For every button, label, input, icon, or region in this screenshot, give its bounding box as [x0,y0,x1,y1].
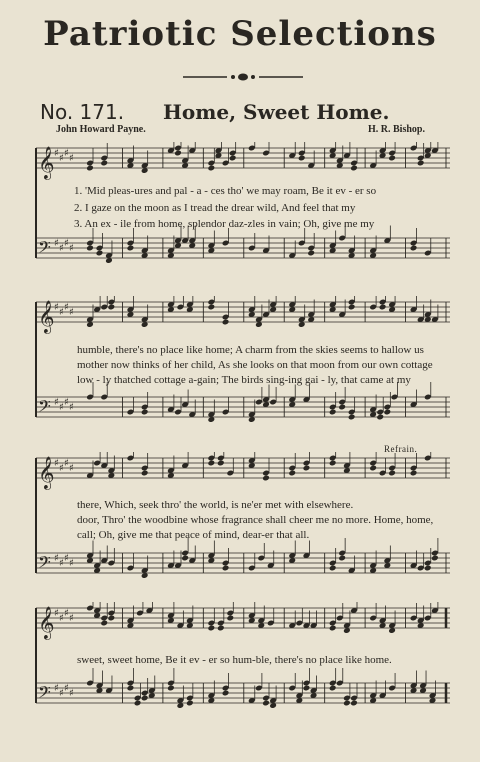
svg-text:♯: ♯ [69,463,74,474]
svg-text:♯: ♯ [59,558,64,569]
lyric-line-3-3: call; Oh, give me that peace of mind, dear-er that all. [77,529,310,541]
lyric-line-2-2: mother now thinks of her child, As she looks on that moon from our own cottage [77,359,433,371]
lyric-line-3-1: there, Which, seek thro' the world, is ne'er met with elsewhere. [77,499,354,511]
svg-text:𝄢: 𝄢 [38,682,51,706]
svg-text:♯: ♯ [64,238,69,249]
lyric-line-3-2: door, Thro' the woodbine whose fragrance shall cheer me no more. Home, home, [77,514,434,526]
svg-text:♯: ♯ [64,683,69,694]
lyric-line-4-1: sweet, sweet home, Be it ev - er so hum-ble, there's no place like home. [77,654,392,666]
svg-text:𝄢: 𝄢 [38,237,51,261]
svg-text:♯: ♯ [59,307,64,318]
svg-text:♯: ♯ [69,613,74,624]
svg-text:♯: ♯ [54,458,59,469]
svg-text:♯: ♯ [59,153,64,164]
svg-text:♯: ♯ [69,307,74,318]
svg-text:♯: ♯ [64,458,69,469]
composer-credit: H. R. Bishop. [368,124,425,135]
svg-text:♯: ♯ [59,243,64,254]
page-title: Patriotic Selections [43,14,437,54]
svg-text:♯: ♯ [69,153,74,164]
svg-text:♯: ♯ [59,463,64,474]
svg-text:♯: ♯ [54,302,59,313]
svg-text:𝄞: 𝄞 [38,456,55,489]
svg-text:♯: ♯ [64,608,69,619]
svg-text:♯: ♯ [59,613,64,624]
svg-text:♯: ♯ [59,402,64,413]
lyric-line-1-1: 1. 'Mid pleas-ures and pal - a - ces tho' we may roam, Be it ev - er so [74,185,377,197]
svg-text:♯: ♯ [64,302,69,313]
svg-text:𝄢: 𝄢 [38,552,51,576]
lyric-line-1-3: 3. An ex - ile from home, splendor daz-zles in vain; Oh, give me my [74,218,375,230]
hymn-number: No. 171. [40,100,125,124]
svg-text:♯: ♯ [64,553,69,564]
svg-text:𝄞: 𝄞 [38,146,55,179]
svg-text:♯: ♯ [54,553,59,564]
ornament-divider [183,70,303,84]
lyric-line-2-3: low - ly thatched cottage a-gain; The birds sing-ing gai - ly, that came at my [77,374,411,386]
svg-text:♯: ♯ [54,683,59,694]
svg-text:♯: ♯ [59,688,64,699]
svg-text:♯: ♯ [54,608,59,619]
lyricist-credit: John Howard Payne. [56,124,146,135]
svg-text:♯: ♯ [54,238,59,249]
svg-text:♯: ♯ [64,397,69,408]
svg-text:♯: ♯ [69,243,74,254]
svg-text:𝄢: 𝄢 [38,396,51,420]
svg-text:𝄞: 𝄞 [38,300,55,333]
svg-text:𝄞: 𝄞 [38,606,55,639]
hymn-title: Home, Sweet Home. [163,100,390,124]
svg-text:♯: ♯ [69,558,74,569]
svg-text:♯: ♯ [69,402,74,413]
svg-text:♯: ♯ [54,397,59,408]
lyric-line-2-1: humble, there's no place like home; A charm from the skies seems to hallow us [77,344,424,356]
lyric-line-1-2: 2. I gaze on the moon as I tread the drear wild, And feel that my [74,202,356,214]
svg-text:♯: ♯ [54,148,59,159]
svg-text:♯: ♯ [69,688,74,699]
svg-text:♯: ♯ [64,148,69,159]
refrain-label: Refrain. [384,444,418,454]
